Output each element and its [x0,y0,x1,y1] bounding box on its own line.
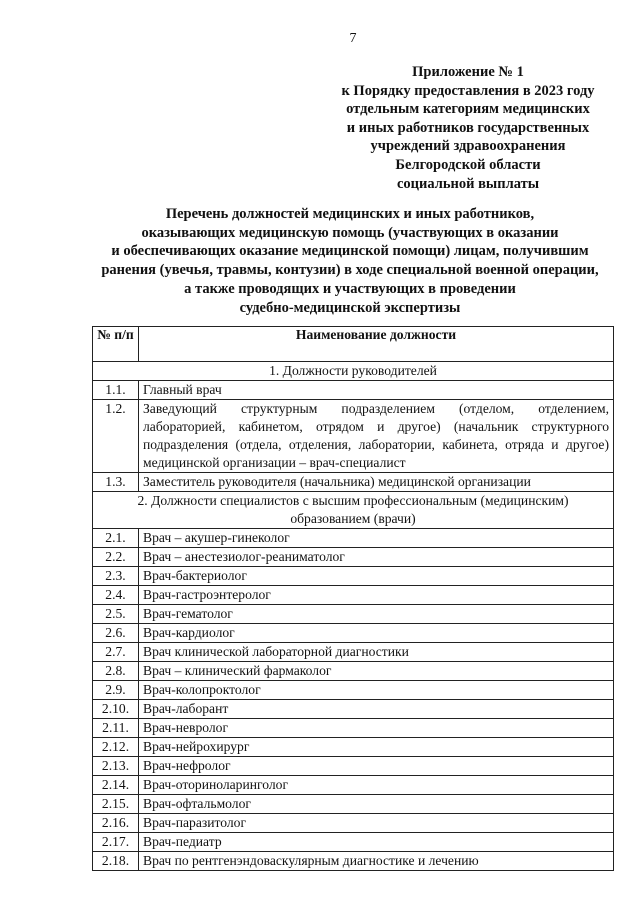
table-row [93,662,614,681]
table-row [93,738,614,757]
table-row [93,852,614,871]
position-name: Врач-невролог [139,719,614,738]
position-name: Врач клинической лабораторной диагностики [139,643,614,662]
appendix-line: отдельным категориям медицинских [346,101,590,118]
table-row [93,719,614,738]
table-header-row [93,327,614,362]
row-number: 2.16. [93,814,139,833]
title-line: и обеспечивающих оказание медицинской помощи) лицам, получившим [111,243,589,260]
title-line: оказывающих медицинскую помощь (участвующих в оказании [141,224,559,241]
position-name: Врач-офтальмолог [139,795,614,814]
table-body [93,362,614,871]
position-name: Врач-нейрохирург [139,738,614,757]
table-row [93,681,614,700]
appendix-line: учреждений здравоохранения [370,138,566,155]
position-name: Главный врач [139,381,614,400]
header-name: Наименование должности [139,327,614,362]
table-row [93,381,614,400]
table-row [93,567,614,586]
page-number: 7 [349,31,357,46]
position-name: Заместитель руководителя (начальника) медицинской организации [139,473,614,492]
table-row [93,814,614,833]
appendix-line: к Порядку предоставления в 2023 году [341,82,595,99]
row-number: 2.15. [93,795,139,814]
row-number: 2.9. [93,681,139,700]
row-number: 2.4. [93,586,139,605]
appendix-block [318,63,618,193]
row-number: 2.10. [93,700,139,719]
row-number: 2.7. [93,643,139,662]
row-number: 2.8. [93,662,139,681]
row-number: 2.3. [93,567,139,586]
table-row [93,757,614,776]
appendix-line: социальной выплаты [396,175,540,192]
position-name: Врач-гастроэнтеролог [139,586,614,605]
appendix-line: Приложение № 1 [412,64,524,80]
position-name: Врач-нефролог [139,757,614,776]
position-name: Заведующий структурным подразделением (отделом, отделением, лабораторией, кабинетом, отрядом и другое) (начальник структурного подразделения (отдела, отделения, лаборатории, кабинета, отряда и другое) медицинской организации – врач-специалист [139,400,614,473]
row-number: 2.6. [93,624,139,643]
section-title: 2. Должности специалистов с высшим профессиональным (медицинским) образованием (врачи) [93,492,614,529]
table-row [93,643,614,662]
positions-table [92,326,614,871]
table-row [93,605,614,624]
row-number: 1.2. [93,400,139,473]
row-number: 2.13. [93,757,139,776]
appendix-line: Белгородской области [395,156,541,173]
table-row [93,795,614,814]
row-number: 2.12. [93,738,139,757]
title-line: а также проводящих и участвующих в проведении [184,280,516,297]
header-num: № п/п [93,327,139,362]
table-row [93,624,614,643]
row-number: 1.3. [93,473,139,492]
table-row [93,548,614,567]
table-row [93,473,614,492]
document-title [70,205,630,317]
row-number: 2.17. [93,833,139,852]
row-number: 2.18. [93,852,139,871]
position-name: Врач-кардиолог [139,624,614,643]
title-line: судебно-медицинской экспертизы [239,299,461,316]
position-name: Врач по рентгенэндоваскулярным диагностике и лечению [139,852,614,871]
position-name: Врач-гематолог [139,605,614,624]
section-row [93,362,614,381]
row-number: 1.1. [93,381,139,400]
position-name: Врач – анестезиолог-реаниматолог [139,548,614,567]
position-name: Врач-колопроктолог [139,681,614,700]
position-name: Врач – акушер-гинеколог [139,529,614,548]
table-row [93,529,614,548]
row-number: 2.2. [93,548,139,567]
table-row [93,586,614,605]
table-row [93,700,614,719]
position-name: Врач-лаборант [139,700,614,719]
position-name: Врач-бактериолог [139,567,614,586]
title-line: Перечень должностей медицинских и иных работников, [165,206,535,222]
row-number: 2.14. [93,776,139,795]
table-row [93,833,614,852]
section-title: 1. Должности руководителей [93,362,614,381]
position-name: Врач-паразитолог [139,814,614,833]
row-number: 2.1. [93,529,139,548]
section-row [93,492,614,529]
title-line: ранения (увечья, травмы, контузии) в ходе специальной военной операции, [101,262,599,279]
position-name: Врач-оториноларинголог [139,776,614,795]
appendix-line: и иных работников государственных [346,119,590,136]
row-number: 2.11. [93,719,139,738]
table-row [93,400,614,473]
row-number: 2.5. [93,605,139,624]
table-row [93,776,614,795]
position-name: Врач-педиатр [139,833,614,852]
position-name: Врач – клинический фармаколог [139,662,614,681]
